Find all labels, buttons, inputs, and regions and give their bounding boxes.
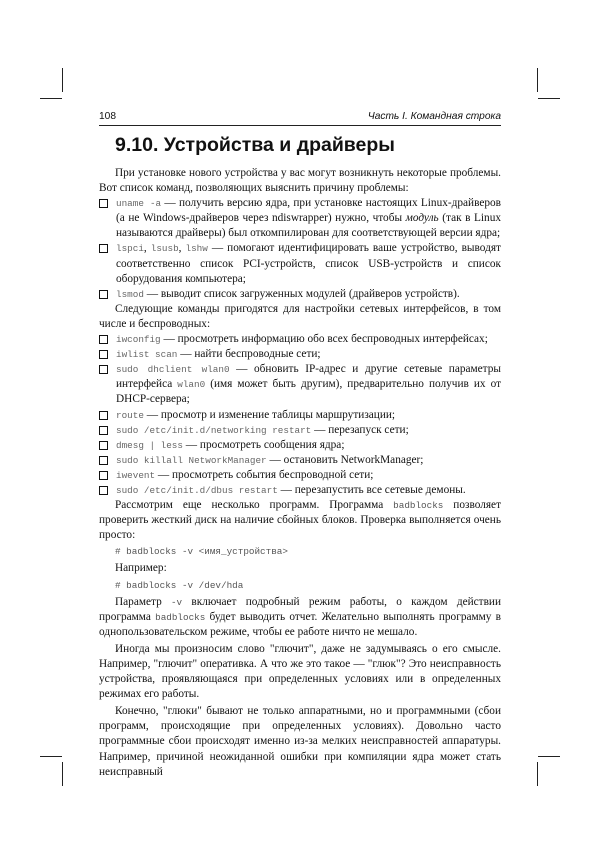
- list-item: uname -a — получить версию ядра, при установке настоящих Linux-драйверов (а не Windows-драйверов через ndiswrapper) нужно, чтобы модуль (так в Linux называются драйверы) был откомпилирован для соответствующей версии ядра;: [99, 196, 501, 241]
- crop-mark: [40, 98, 62, 99]
- checkbox-bullet-icon: [99, 441, 108, 450]
- crop-mark: [62, 762, 63, 786]
- checkbox-bullet-icon: [99, 244, 108, 253]
- network-commands-list: [99, 332, 501, 498]
- list-item: sudo killall NetworkManager — остановить NetworkManager;: [99, 453, 501, 468]
- intro-paragraph: При установке нового устройства у вас могут возникнуть некоторые проблемы. Вот список команд, позволяющих выяснить причину проблемы:: [99, 167, 501, 195]
- part-title: Часть I. Командная строка: [367, 111, 501, 122]
- crop-mark: [537, 68, 538, 92]
- crop-mark: [62, 68, 63, 92]
- commands-list: [99, 196, 501, 302]
- list-item: sudo /etc/init.d/networking restart — перезапуск сети;: [99, 423, 501, 438]
- header-rule: [99, 125, 501, 126]
- crop-mark: [537, 762, 538, 786]
- checkbox-bullet-icon: [99, 471, 108, 480]
- glitch-paragraph: Иногда мы произносим слово "глючит", даже не задумываясь о его смысле. Например, "глючит" оперативка. А что же это такое — "глюк"? Это неисправность устройства, проявляющаяся при определенных условиях или в определенных режимах его работы.: [99, 642, 501, 701]
- code-line: # badblocks -v /dev/hda: [115, 579, 244, 591]
- list-item: iwevent — просмотреть события беспроводной сети;: [99, 468, 501, 483]
- running-header: [99, 111, 501, 125]
- crop-mark: [538, 756, 560, 757]
- list-item: sudo dhclient wlan0 — обновить IP-адрес и другие сетевые параметры интерфейса wlan0 (имя может быть другим), предварительно получив их от DHCP-сервера;: [99, 362, 501, 407]
- body-text: [99, 166, 501, 780]
- checkbox-bullet-icon: [99, 486, 108, 495]
- list-item: route — просмотр и изменение таблицы маршрутизации;: [99, 408, 501, 423]
- checkbox-bullet-icon: [99, 350, 108, 359]
- checkbox-bullet-icon: [99, 199, 108, 208]
- checkbox-bullet-icon: [99, 426, 108, 435]
- list-item: sudo /etc/init.d/dbus restart — перезапустить все сетевые демоны.: [99, 483, 501, 498]
- checkbox-bullet-icon: [99, 365, 108, 374]
- example-label: Например:: [115, 562, 167, 575]
- page-number: 108: [99, 111, 116, 122]
- checkbox-bullet-icon: [99, 411, 108, 420]
- checkbox-bullet-icon: [99, 290, 108, 299]
- param-paragraph: Параметр -v включает подробный режим работы, о каждом действии программа badblocks будет выводить отчет. Желательно выполнять программу в однопользовательском режиме, чтобы ее работе ничто не мешало.: [99, 595, 502, 638]
- network-intro-paragraph: Следующие команды пригодятся для настройки сетевых интерфейсов, в том числе и беспроводных:: [99, 302, 501, 330]
- crop-mark: [40, 756, 62, 757]
- section-title: 9.10. Устройства и драйверы: [115, 134, 395, 156]
- list-item: dmesg | less — просмотреть сообщения ядра;: [99, 438, 501, 453]
- badblocks-paragraph: Рассмотрим еще несколько программ. Программа badblocks позволяет проверить жесткий диск на наличие сбойных блоков. Проверка выполняется очень просто:: [99, 499, 502, 542]
- list-item: lsmod — выводит список загруженных модулей (драйверов устройств).: [99, 287, 501, 302]
- code-line: # badblocks -v <имя_устройства>: [115, 546, 288, 558]
- checkbox-bullet-icon: [99, 456, 108, 465]
- checkbox-bullet-icon: [99, 335, 108, 344]
- list-item: iwlist scan — найти беспроводные сети;: [99, 347, 501, 362]
- list-item: iwconfig — просмотреть информацию обо всех беспроводных интерфейсах;: [99, 332, 501, 347]
- crop-mark: [538, 98, 560, 99]
- final-paragraph: Конечно, "глюки" бывают не только аппаратными, но и программными (сбои программ, происходящие при определенных условиях). Довольно часто программные сбои происходят именно из-за мелких неисправностей аппаратуры. Например, причиной неожиданной ошибки при компиляции ядра может стать неисправный: [99, 705, 501, 778]
- list-item: lspci, lsusb, lshw — помогают идентифицировать ваше устройство, выводят соответственно список PCI-устройств, список USB-устройств и список оборудования компьютера;: [99, 241, 501, 286]
